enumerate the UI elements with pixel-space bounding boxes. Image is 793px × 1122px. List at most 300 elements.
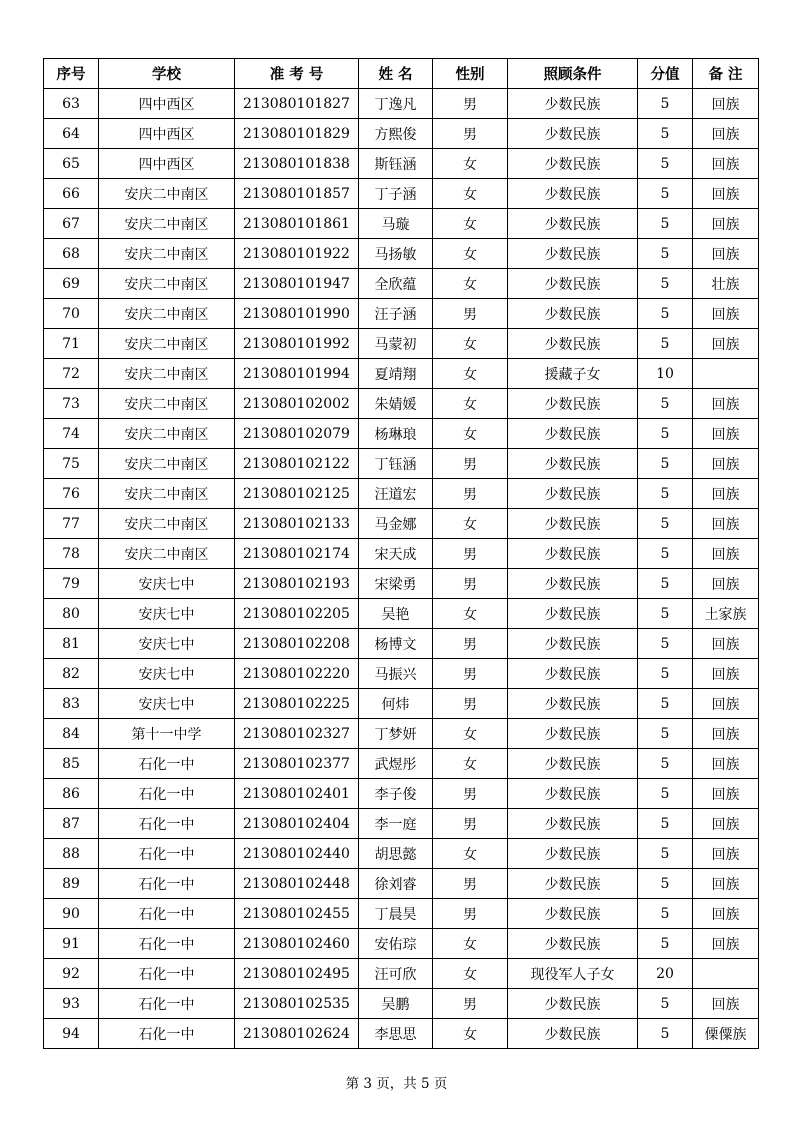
exam-number-cell: 213080102208 xyxy=(235,629,359,659)
table-row xyxy=(44,749,759,779)
remark-cell: 回族 xyxy=(693,659,759,689)
table-row xyxy=(44,989,759,1019)
exam-number-cell: 213080102495 xyxy=(235,959,359,989)
school-cell: 安庆二中南区 xyxy=(99,389,235,419)
row-index: 67 xyxy=(44,209,99,239)
points-cell: 10 xyxy=(638,359,693,389)
exam-number-cell: 213080102401 xyxy=(235,779,359,809)
gender-cell: 女 xyxy=(433,329,508,359)
row-index: 90 xyxy=(44,899,99,929)
row-index: 83 xyxy=(44,689,99,719)
exam-number-cell: 213080102122 xyxy=(235,449,359,479)
row-index: 64 xyxy=(44,119,99,149)
name-cell: 宋天成 xyxy=(359,539,433,569)
col-header-condition: 照顾条件 xyxy=(508,59,638,89)
points-cell: 5 xyxy=(638,269,693,299)
remark-cell: 回族 xyxy=(693,209,759,239)
gender-cell: 男 xyxy=(433,569,508,599)
school-cell: 安庆二中南区 xyxy=(99,329,235,359)
gender-cell: 男 xyxy=(433,899,508,929)
condition-cell: 少数民族 xyxy=(508,299,638,329)
exam-number-cell: 213080101827 xyxy=(235,89,359,119)
gender-cell: 女 xyxy=(433,599,508,629)
gender-cell: 女 xyxy=(433,929,508,959)
table-row xyxy=(44,869,759,899)
points-cell: 5 xyxy=(638,419,693,449)
school-cell: 安庆二中南区 xyxy=(99,269,235,299)
condition-cell: 少数民族 xyxy=(508,689,638,719)
table-row xyxy=(44,239,759,269)
exam-number-cell: 213080101861 xyxy=(235,209,359,239)
points-cell: 5 xyxy=(638,179,693,209)
gender-cell: 女 xyxy=(433,269,508,299)
exam-number-cell: 213080101994 xyxy=(235,359,359,389)
row-index: 75 xyxy=(44,449,99,479)
row-index: 93 xyxy=(44,989,99,1019)
row-index: 73 xyxy=(44,389,99,419)
name-cell: 丁子涵 xyxy=(359,179,433,209)
school-cell: 石化一中 xyxy=(99,809,235,839)
remark-cell: 回族 xyxy=(693,719,759,749)
row-index: 79 xyxy=(44,569,99,599)
row-index: 74 xyxy=(44,419,99,449)
name-cell: 何炜 xyxy=(359,689,433,719)
table-body xyxy=(44,89,759,1049)
row-index: 82 xyxy=(44,659,99,689)
gender-cell: 男 xyxy=(433,449,508,479)
name-cell: 胡思懿 xyxy=(359,839,433,869)
school-cell: 石化一中 xyxy=(99,899,235,929)
table-row xyxy=(44,899,759,929)
table-row xyxy=(44,809,759,839)
school-cell: 石化一中 xyxy=(99,1019,235,1049)
gender-cell: 男 xyxy=(433,629,508,659)
school-cell: 安庆二中南区 xyxy=(99,449,235,479)
remark-cell xyxy=(693,959,759,989)
gender-cell: 女 xyxy=(433,389,508,419)
row-index: 69 xyxy=(44,269,99,299)
gender-cell: 女 xyxy=(433,959,508,989)
points-cell: 5 xyxy=(638,329,693,359)
gender-cell: 男 xyxy=(433,89,508,119)
gender-cell: 男 xyxy=(433,479,508,509)
points-cell: 5 xyxy=(638,89,693,119)
gender-cell: 女 xyxy=(433,1019,508,1049)
condition-cell: 少数民族 xyxy=(508,239,638,269)
school-cell: 安庆七中 xyxy=(99,599,235,629)
points-cell: 5 xyxy=(638,629,693,659)
condition-cell: 少数民族 xyxy=(508,809,638,839)
table-row xyxy=(44,719,759,749)
school-cell: 安庆二中南区 xyxy=(99,299,235,329)
condition-cell: 少数民族 xyxy=(508,389,638,419)
points-cell: 5 xyxy=(638,599,693,629)
gender-cell: 男 xyxy=(433,989,508,1019)
school-cell: 四中西区 xyxy=(99,89,235,119)
gender-cell: 男 xyxy=(433,689,508,719)
remark-cell: 回族 xyxy=(693,989,759,1019)
gender-cell: 女 xyxy=(433,149,508,179)
school-cell: 安庆七中 xyxy=(99,569,235,599)
condition-cell: 少数民族 xyxy=(508,629,638,659)
row-index: 94 xyxy=(44,1019,99,1049)
gender-cell: 男 xyxy=(433,809,508,839)
gender-cell: 女 xyxy=(433,239,508,269)
points-cell: 5 xyxy=(638,929,693,959)
condition-cell: 少数民族 xyxy=(508,839,638,869)
condition-cell: 少数民族 xyxy=(508,329,638,359)
table-row xyxy=(44,539,759,569)
row-index: 66 xyxy=(44,179,99,209)
condition-cell: 现役军人子女 xyxy=(508,959,638,989)
gender-cell: 女 xyxy=(433,719,508,749)
exam-number-cell: 213080102327 xyxy=(235,719,359,749)
exam-number-cell: 213080102440 xyxy=(235,839,359,869)
condition-cell: 少数民族 xyxy=(508,449,638,479)
exam-number-cell: 213080102455 xyxy=(235,899,359,929)
school-cell: 安庆二中南区 xyxy=(99,209,235,239)
exam-number-cell: 213080101947 xyxy=(235,269,359,299)
condition-cell: 少数民族 xyxy=(508,719,638,749)
row-index: 85 xyxy=(44,749,99,779)
remark-cell xyxy=(693,359,759,389)
condition-cell: 少数民族 xyxy=(508,179,638,209)
row-index: 81 xyxy=(44,629,99,659)
table-row xyxy=(44,929,759,959)
name-cell: 李子俊 xyxy=(359,779,433,809)
remark-cell: 回族 xyxy=(693,929,759,959)
name-cell: 安佑琮 xyxy=(359,929,433,959)
exam-number-cell: 213080101990 xyxy=(235,299,359,329)
name-cell: 汪子涵 xyxy=(359,299,433,329)
points-cell: 5 xyxy=(638,479,693,509)
row-index: 72 xyxy=(44,359,99,389)
school-cell: 安庆七中 xyxy=(99,629,235,659)
exam-number-cell: 213080102205 xyxy=(235,599,359,629)
table-row xyxy=(44,269,759,299)
name-cell: 武煜彤 xyxy=(359,749,433,779)
condition-cell: 少数民族 xyxy=(508,479,638,509)
remark-cell: 回族 xyxy=(693,389,759,419)
condition-cell: 少数民族 xyxy=(508,509,638,539)
exam-number-cell: 213080102174 xyxy=(235,539,359,569)
name-cell: 丁梦妍 xyxy=(359,719,433,749)
row-index: 80 xyxy=(44,599,99,629)
table-row xyxy=(44,959,759,989)
remark-cell: 回族 xyxy=(693,509,759,539)
condition-cell: 少数民族 xyxy=(508,209,638,239)
name-cell: 丁逸凡 xyxy=(359,89,433,119)
points-cell: 5 xyxy=(638,569,693,599)
exam-number-cell: 213080102624 xyxy=(235,1019,359,1049)
table-row xyxy=(44,209,759,239)
table-row xyxy=(44,359,759,389)
points-cell: 5 xyxy=(638,509,693,539)
school-cell: 石化一中 xyxy=(99,839,235,869)
row-index: 70 xyxy=(44,299,99,329)
condition-cell: 少数民族 xyxy=(508,599,638,629)
row-index: 68 xyxy=(44,239,99,269)
table-row xyxy=(44,329,759,359)
name-cell: 汪道宏 xyxy=(359,479,433,509)
name-cell: 李一庭 xyxy=(359,809,433,839)
school-cell: 四中西区 xyxy=(99,119,235,149)
table-row xyxy=(44,419,759,449)
exam-number-cell: 213080101922 xyxy=(235,239,359,269)
points-cell: 5 xyxy=(638,899,693,929)
row-index: 91 xyxy=(44,929,99,959)
points-cell: 5 xyxy=(638,839,693,869)
school-cell: 安庆二中南区 xyxy=(99,179,235,209)
table-row xyxy=(44,479,759,509)
gender-cell: 女 xyxy=(433,359,508,389)
col-header-name: 姓 名 xyxy=(359,59,433,89)
school-cell: 安庆二中南区 xyxy=(99,479,235,509)
name-cell: 李思思 xyxy=(359,1019,433,1049)
name-cell: 吴鹏 xyxy=(359,989,433,1019)
name-cell: 马金娜 xyxy=(359,509,433,539)
school-cell: 安庆二中南区 xyxy=(99,539,235,569)
exam-number-cell: 213080102193 xyxy=(235,569,359,599)
school-cell: 第十一中学 xyxy=(99,719,235,749)
name-cell: 丁晨昊 xyxy=(359,899,433,929)
school-cell: 安庆七中 xyxy=(99,659,235,689)
school-cell: 石化一中 xyxy=(99,959,235,989)
name-cell: 斯钰涵 xyxy=(359,149,433,179)
col-header-exam-number: 准 考 号 xyxy=(235,59,359,89)
name-cell: 杨博文 xyxy=(359,629,433,659)
condition-cell: 少数民族 xyxy=(508,989,638,1019)
col-header-remark: 备 注 xyxy=(693,59,759,89)
condition-cell: 少数民族 xyxy=(508,899,638,929)
points-cell: 5 xyxy=(638,869,693,899)
remark-cell: 回族 xyxy=(693,539,759,569)
roster-table xyxy=(43,58,759,1049)
exam-number-cell: 213080102535 xyxy=(235,989,359,1019)
gender-cell: 男 xyxy=(433,539,508,569)
school-cell: 安庆二中南区 xyxy=(99,509,235,539)
name-cell: 方熙俊 xyxy=(359,119,433,149)
remark-cell: 回族 xyxy=(693,749,759,779)
remark-cell: 回族 xyxy=(693,809,759,839)
gender-cell: 女 xyxy=(433,839,508,869)
gender-cell: 男 xyxy=(433,659,508,689)
exam-number-cell: 213080101857 xyxy=(235,179,359,209)
condition-cell: 援藏子女 xyxy=(508,359,638,389)
table-row xyxy=(44,89,759,119)
table-row xyxy=(44,569,759,599)
points-cell: 20 xyxy=(638,959,693,989)
row-index: 76 xyxy=(44,479,99,509)
name-cell: 全欣蕴 xyxy=(359,269,433,299)
condition-cell: 少数民族 xyxy=(508,659,638,689)
points-cell: 5 xyxy=(638,119,693,149)
table-row xyxy=(44,179,759,209)
exam-number-cell: 213080102404 xyxy=(235,809,359,839)
remark-cell: 回族 xyxy=(693,629,759,659)
exam-number-cell: 213080102125 xyxy=(235,479,359,509)
exam-number-cell: 213080102225 xyxy=(235,689,359,719)
name-cell: 夏靖翔 xyxy=(359,359,433,389)
row-index: 78 xyxy=(44,539,99,569)
gender-cell: 男 xyxy=(433,869,508,899)
remark-cell: 回族 xyxy=(693,419,759,449)
gender-cell: 男 xyxy=(433,119,508,149)
exam-number-cell: 213080102448 xyxy=(235,869,359,899)
remark-cell: 回族 xyxy=(693,839,759,869)
gender-cell: 女 xyxy=(433,749,508,779)
remark-cell: 回族 xyxy=(693,239,759,269)
remark-cell: 回族 xyxy=(693,479,759,509)
remark-cell: 回族 xyxy=(693,89,759,119)
name-cell: 马璇 xyxy=(359,209,433,239)
table-row xyxy=(44,629,759,659)
exam-number-cell: 213080101829 xyxy=(235,119,359,149)
name-cell: 朱婧媛 xyxy=(359,389,433,419)
row-index: 63 xyxy=(44,89,99,119)
row-index: 84 xyxy=(44,719,99,749)
name-cell: 马扬敏 xyxy=(359,239,433,269)
col-header-gender: 性别 xyxy=(433,59,508,89)
remark-cell: 回族 xyxy=(693,179,759,209)
table-header-row xyxy=(44,59,759,89)
points-cell: 5 xyxy=(638,299,693,329)
remark-cell: 壮族 xyxy=(693,269,759,299)
school-cell: 安庆二中南区 xyxy=(99,419,235,449)
gender-cell: 女 xyxy=(433,179,508,209)
condition-cell: 少数民族 xyxy=(508,869,638,899)
table-row xyxy=(44,149,759,179)
table-row xyxy=(44,1019,759,1049)
points-cell: 5 xyxy=(638,449,693,479)
condition-cell: 少数民族 xyxy=(508,269,638,299)
condition-cell: 少数民族 xyxy=(508,89,638,119)
points-cell: 5 xyxy=(638,809,693,839)
condition-cell: 少数民族 xyxy=(508,119,638,149)
points-cell: 5 xyxy=(638,389,693,419)
exam-number-cell: 213080102002 xyxy=(235,389,359,419)
school-cell: 石化一中 xyxy=(99,869,235,899)
points-cell: 5 xyxy=(638,539,693,569)
table-row xyxy=(44,119,759,149)
points-cell: 5 xyxy=(638,659,693,689)
remark-cell: 回族 xyxy=(693,779,759,809)
table-row xyxy=(44,689,759,719)
page-footer: 第 3 页，共 5 页 xyxy=(345,1076,448,1092)
school-cell: 安庆二中南区 xyxy=(99,359,235,389)
exam-number-cell: 213080102079 xyxy=(235,419,359,449)
row-index: 77 xyxy=(44,509,99,539)
condition-cell: 少数民族 xyxy=(508,419,638,449)
row-index: 87 xyxy=(44,809,99,839)
table-row xyxy=(44,389,759,419)
school-cell: 石化一中 xyxy=(99,749,235,779)
table-row xyxy=(44,659,759,689)
remark-cell: 回族 xyxy=(693,149,759,179)
condition-cell: 少数民族 xyxy=(508,539,638,569)
condition-cell: 少数民族 xyxy=(508,929,638,959)
exam-number-cell: 213080102460 xyxy=(235,929,359,959)
points-cell: 5 xyxy=(638,689,693,719)
exam-number-cell: 213080102133 xyxy=(235,509,359,539)
remark-cell: 回族 xyxy=(693,569,759,599)
gender-cell: 女 xyxy=(433,509,508,539)
remark-cell: 回族 xyxy=(693,119,759,149)
remark-cell: 回族 xyxy=(693,869,759,899)
name-cell: 马振兴 xyxy=(359,659,433,689)
exam-number-cell: 213080102220 xyxy=(235,659,359,689)
school-cell: 安庆二中南区 xyxy=(99,239,235,269)
gender-cell: 男 xyxy=(433,779,508,809)
school-cell: 石化一中 xyxy=(99,779,235,809)
gender-cell: 男 xyxy=(433,299,508,329)
name-cell: 马蒙初 xyxy=(359,329,433,359)
remark-cell: 傈僳族 xyxy=(693,1019,759,1049)
table-row xyxy=(44,599,759,629)
exam-number-cell: 213080102377 xyxy=(235,749,359,779)
remark-cell: 回族 xyxy=(693,449,759,479)
school-cell: 四中西区 xyxy=(99,149,235,179)
exam-number-cell: 213080101838 xyxy=(235,149,359,179)
points-cell: 5 xyxy=(638,1019,693,1049)
col-header-index: 序号 xyxy=(44,59,99,89)
table-row xyxy=(44,509,759,539)
row-index: 89 xyxy=(44,869,99,899)
condition-cell: 少数民族 xyxy=(508,749,638,779)
table-row xyxy=(44,779,759,809)
name-cell: 丁钰涵 xyxy=(359,449,433,479)
row-index: 65 xyxy=(44,149,99,179)
table-row xyxy=(44,839,759,869)
remark-cell: 回族 xyxy=(693,299,759,329)
gender-cell: 女 xyxy=(433,209,508,239)
remark-cell: 回族 xyxy=(693,689,759,719)
condition-cell: 少数民族 xyxy=(508,569,638,599)
row-index: 86 xyxy=(44,779,99,809)
col-header-points: 分值 xyxy=(638,59,693,89)
condition-cell: 少数民族 xyxy=(508,779,638,809)
name-cell: 汪可欣 xyxy=(359,959,433,989)
remark-cell: 回族 xyxy=(693,329,759,359)
row-index: 88 xyxy=(44,839,99,869)
condition-cell: 少数民族 xyxy=(508,149,638,179)
points-cell: 5 xyxy=(638,149,693,179)
col-header-school: 学校 xyxy=(99,59,235,89)
exam-number-cell: 213080101992 xyxy=(235,329,359,359)
school-cell: 石化一中 xyxy=(99,989,235,1019)
table-row xyxy=(44,449,759,479)
points-cell: 5 xyxy=(638,239,693,269)
table-row xyxy=(44,299,759,329)
points-cell: 5 xyxy=(638,749,693,779)
school-cell: 石化一中 xyxy=(99,929,235,959)
remark-cell: 回族 xyxy=(693,899,759,929)
gender-cell: 女 xyxy=(433,419,508,449)
condition-cell: 少数民族 xyxy=(508,1019,638,1049)
name-cell: 吴艳 xyxy=(359,599,433,629)
points-cell: 5 xyxy=(638,719,693,749)
points-cell: 5 xyxy=(638,989,693,1019)
row-index: 71 xyxy=(44,329,99,359)
points-cell: 5 xyxy=(638,209,693,239)
remark-cell: 土家族 xyxy=(693,599,759,629)
row-index: 92 xyxy=(44,959,99,989)
school-cell: 安庆七中 xyxy=(99,689,235,719)
name-cell: 杨琳琅 xyxy=(359,419,433,449)
points-cell: 5 xyxy=(638,779,693,809)
name-cell: 宋梁勇 xyxy=(359,569,433,599)
name-cell: 徐刘睿 xyxy=(359,869,433,899)
